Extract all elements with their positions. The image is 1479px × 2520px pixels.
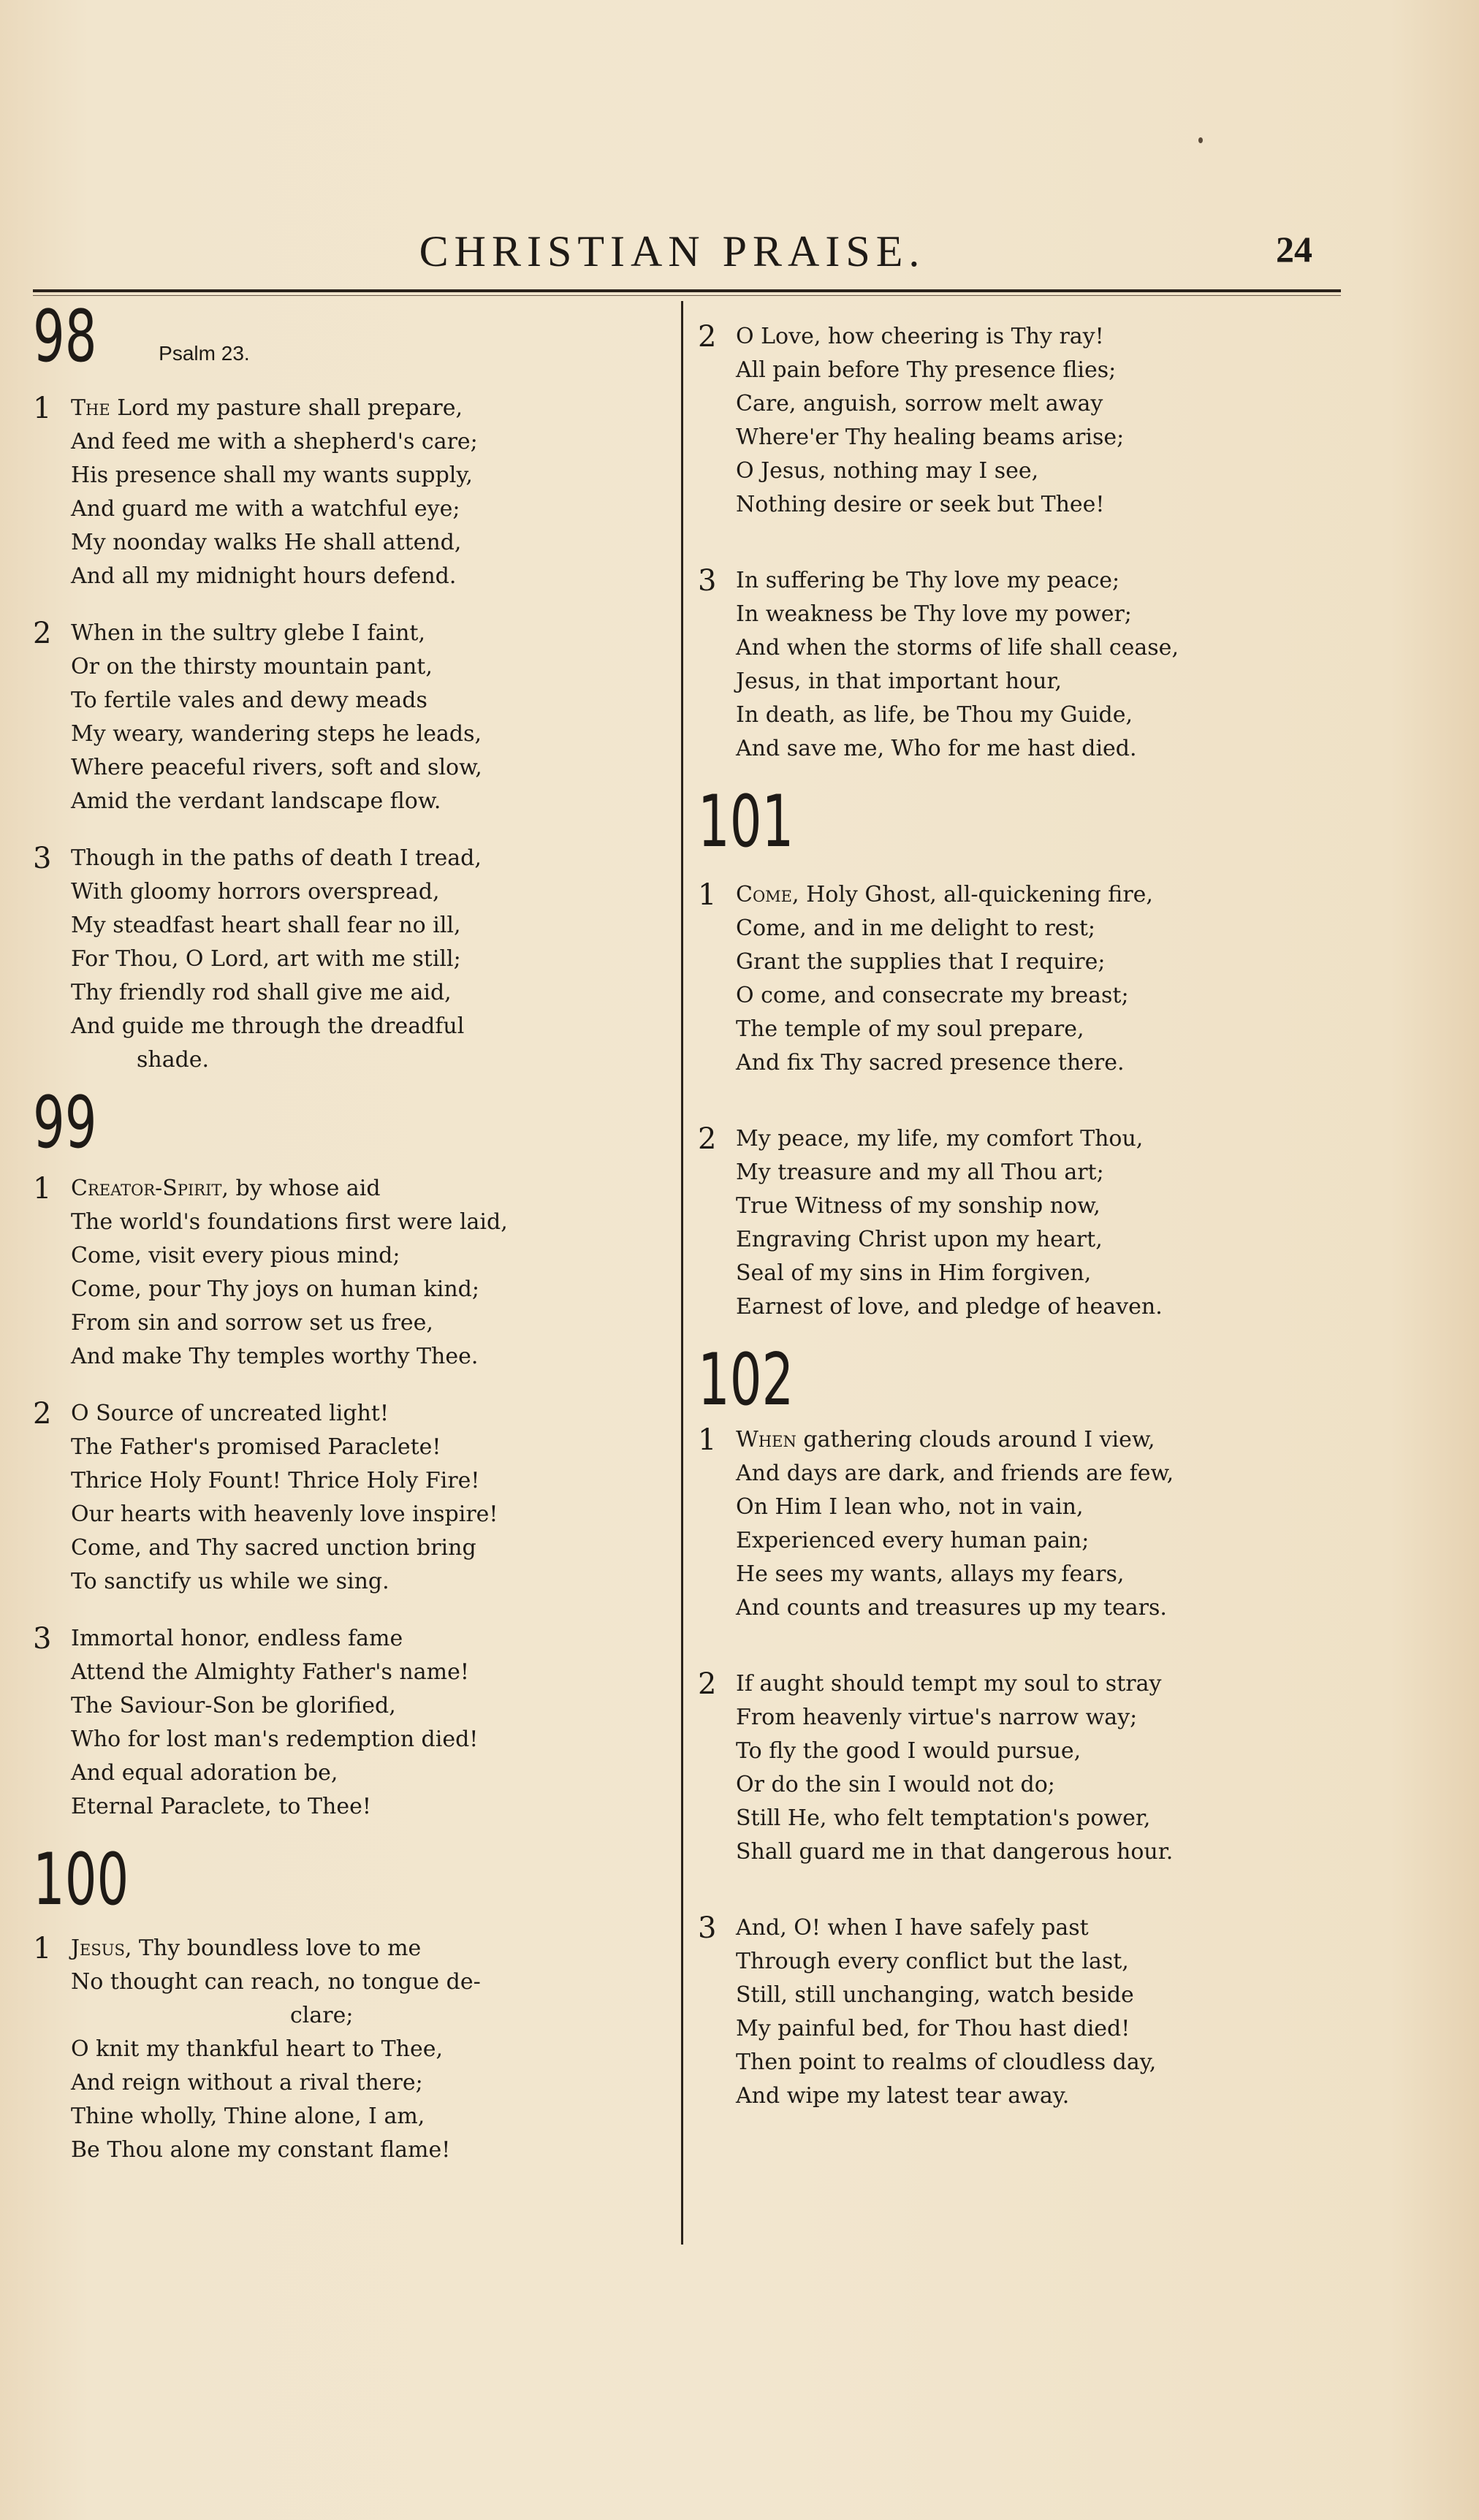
hymn-header <box>33 1081 676 1165</box>
stanza-line: And make Thy temples worthy Thee. <box>71 1344 479 1369</box>
stanza-line: Come, and Thy sacred unction bring <box>71 1535 476 1561</box>
stanza-number: 1 <box>33 1932 52 1965</box>
column-divider <box>681 301 683 2245</box>
stanza <box>698 1911 1341 2113</box>
hymn-header <box>698 780 1341 864</box>
stanza-line: Attend the Almighty Father's name! <box>71 1659 469 1685</box>
stanza <box>698 1423 1341 1625</box>
hymn-number: 101 <box>698 780 794 864</box>
stanza-line: From sin and sorrow set us free, <box>71 1310 433 1336</box>
stanza-line: Come, pour Thy joys on human kind; <box>71 1276 479 1302</box>
stanza-number: 3 <box>698 1911 717 1945</box>
stanza-line: Come, and in me delight to rest; <box>736 916 1095 941</box>
stanza-line: And equal adoration be, <box>71 1760 338 1786</box>
stanza-line: Shall guard me in that dangerous hour. <box>736 1839 1174 1865</box>
stanza-line: The temple of my soul prepare, <box>736 1016 1084 1042</box>
stanza <box>33 392 676 593</box>
stanza-line: My painful bed, for Thou hast died! <box>736 2016 1130 2041</box>
stanza-line: No thought can reach, no tongue de- <box>71 1969 481 1995</box>
hymn-100-continued <box>698 320 1341 766</box>
stanza-number: 2 <box>698 1667 717 1701</box>
stanza-line: And counts and treasures up my tears. <box>736 1595 1167 1621</box>
stanza-line: And when the storms of life shall cease, <box>736 635 1179 661</box>
stanza-line: Through every conflict but the last, <box>736 1949 1129 1974</box>
stanza-line: Our hearts with heavenly love inspire! <box>71 1501 498 1527</box>
hymn-number: 100 <box>33 1838 129 1922</box>
stanza-line: O come, and consecrate my breast; <box>736 983 1129 1008</box>
stanza-number: 3 <box>33 1622 52 1656</box>
stanza-line: Still He, who felt temptation's power, <box>736 1805 1151 1831</box>
stanza-number: 1 <box>33 1172 52 1206</box>
hymn-101 <box>698 780 1341 1324</box>
stanza <box>33 1932 676 2167</box>
hymn-header <box>33 295 676 378</box>
stanza-line: Earnest of love, and pledge of heaven. <box>736 1294 1163 1320</box>
stanza-line: Thy friendly rod shall give me aid, <box>71 980 452 1005</box>
right-column <box>698 296 1341 2113</box>
stanza-line: And guide me through the dreadful <box>71 1013 465 1039</box>
stanza-number: 3 <box>698 564 717 598</box>
running-head-title: CHRISTIAN PRAISE. <box>419 227 926 275</box>
header-rule <box>33 289 1341 292</box>
stanza-line: In weakness be Thy love my power; <box>736 601 1132 627</box>
stanza-line: For Thou, O Lord, art with me still; <box>71 946 461 972</box>
stanza <box>698 1667 1341 1869</box>
stanza-line: And guard me with a watchful eye; <box>71 496 460 522</box>
stanza-line: My treasure and my all Thou art; <box>736 1160 1104 1185</box>
stanza-line: The Father's promised Paraclete! <box>71 1434 441 1460</box>
stanza <box>33 1172 676 1374</box>
stanza-line: If aught should tempt my soul to stray <box>736 1671 1162 1697</box>
stanza <box>33 1622 676 1824</box>
stanza-line: Then point to realms of cloudless day, <box>736 2049 1157 2075</box>
stanza-first-word: The <box>71 395 110 421</box>
stanza <box>698 1122 1341 1324</box>
stanza-line: And days are dark, and friends are few, <box>736 1461 1174 1486</box>
stanza-first-word: Come, <box>736 882 799 907</box>
stanza-line: And, O! when I have safely past <box>736 1915 1089 1941</box>
stanza <box>33 1397 676 1599</box>
stanza-first-word: Creator-Spirit, <box>71 1176 229 1201</box>
stanza-line: Immortal honor, endless fame <box>71 1626 403 1651</box>
stanza-number: 1 <box>33 392 52 425</box>
stanza-line: My steadfast heart shall fear no ill, <box>71 913 461 938</box>
left-column <box>33 296 676 2167</box>
stanza-line: Jesus, Thy boundless love to me <box>71 1935 422 1961</box>
stanza-line: Seal of my sins in Him forgiven, <box>736 1260 1092 1286</box>
stanza-number: 2 <box>33 1397 52 1431</box>
hymn-header <box>33 1838 676 1922</box>
stanza-line: Jesus, in that important hour, <box>736 669 1062 694</box>
stanza <box>698 878 1341 1080</box>
stanza-line: Still, still unchanging, watch beside <box>736 1982 1134 2008</box>
stanza-number: 1 <box>698 1423 717 1457</box>
hymn-102 <box>698 1339 1341 2113</box>
stanza-number: 2 <box>698 320 717 354</box>
stanza-line: And save me, Who for me hast died. <box>736 736 1137 761</box>
stanza-first-word: Jesus, <box>71 1935 132 1961</box>
stanza-line: His presence shall my wants supply, <box>71 462 473 488</box>
stanza <box>698 320 1341 522</box>
hymn-98 <box>33 295 676 1077</box>
stanza-line: And all my midnight hours defend. <box>71 563 457 589</box>
hymn-100 <box>33 1838 676 2167</box>
stanza-line: Thrice Holy Fount! Thrice Holy Fire! <box>71 1468 480 1493</box>
stanza-line: Or do the sin I would not do; <box>736 1772 1055 1797</box>
hymn-number: 102 <box>698 1339 794 1422</box>
stanza-line: And fix Thy sacred presence there. <box>736 1050 1125 1076</box>
stanza-line: To sanctify us while we sing. <box>71 1569 389 1594</box>
stanza-line: Care, anguish, sorrow melt away <box>736 391 1103 416</box>
hymn-99 <box>33 1081 676 1824</box>
stanza-line: Eternal Paraclete, to Thee! <box>71 1794 371 1819</box>
stanza-line: On Him I lean who, not in vain, <box>736 1494 1084 1520</box>
stanza-line: In suffering be Thy love my peace; <box>736 568 1120 593</box>
stanza-line: Thine wholly, Thine alone, I am, <box>71 2104 425 2129</box>
stanza-line: To fly the good I would pursue, <box>736 1738 1081 1764</box>
stanza-line: O Source of uncreated light! <box>71 1401 389 1426</box>
stanza-line: In death, as life, be Thou my Guide, <box>736 702 1133 728</box>
stanza <box>33 842 676 1077</box>
stanza-line: shade. <box>137 1047 210 1073</box>
stanza-line: The Saviour-Son be glorified, <box>71 1693 396 1718</box>
stanza-number: 2 <box>698 1122 717 1156</box>
stanza-number: 3 <box>33 842 52 875</box>
stanza-line: Grant the supplies that I require; <box>736 949 1106 975</box>
stanza-line: True Witness of my sonship now, <box>736 1193 1100 1219</box>
hymn-reference: Psalm 23. <box>159 342 250 365</box>
stanza-line: My noonday walks He shall attend, <box>71 530 462 555</box>
stanza-line: All pain before Thy presence flies; <box>736 357 1117 383</box>
stanza-line: From heavenly virtue's narrow way; <box>736 1705 1138 1730</box>
stanza-line: Or on the thirsty mountain pant, <box>71 654 433 680</box>
stanza-line: And feed me with a shepherd's care; <box>71 429 478 454</box>
stanza-number: 2 <box>33 617 52 650</box>
stanza-line: Who for lost man's redemption died! <box>71 1727 479 1752</box>
stanza-line: O Jesus, nothing may I see, <box>736 458 1039 484</box>
stanza-line: clare; <box>290 2003 354 2028</box>
stanza-line: The world's foundations first were laid, <box>71 1209 508 1235</box>
stanza-first-word: When <box>736 1427 796 1453</box>
stanza-line: When in the sultry glebe I faint, <box>71 620 426 646</box>
stanza-line: Engraving Christ upon my heart, <box>736 1227 1103 1252</box>
stanza-line: Creator-Spirit, by whose aid <box>71 1176 381 1201</box>
stanza-line: Where'er Thy healing beams arise; <box>736 425 1125 450</box>
stanza-line: Come, Holy Ghost, all-quickening fire, <box>736 882 1153 907</box>
stanza-line: Though in the paths of death I tread, <box>71 845 482 871</box>
hymn-header <box>698 1339 1341 1422</box>
stanza-line: Come, visit every pious mind; <box>71 1243 400 1268</box>
stanza <box>33 617 676 818</box>
stanza-line: And reign without a rival there; <box>71 2070 423 2095</box>
stanza-line: To fertile vales and dewy meads <box>71 688 427 713</box>
print-speck <box>1198 137 1203 143</box>
stanza-line: Where peaceful rivers, soft and slow, <box>71 755 482 780</box>
hymn-number: 99 <box>33 1081 97 1165</box>
stanza-line: And wipe my latest tear away. <box>736 2083 1070 2109</box>
stanza-line: O Love, how cheering is Thy ray! <box>736 324 1104 349</box>
stanza-line: My weary, wandering steps he leads, <box>71 721 482 747</box>
stanza-line: O knit my thankful heart to Thee, <box>71 2036 443 2062</box>
stanza-line: The Lord my pasture shall prepare, <box>71 395 463 421</box>
stanza-line: He sees my wants, allays my fears, <box>736 1561 1125 1587</box>
stanza-line: Nothing desire or seek but Thee! <box>736 492 1105 517</box>
stanza-line: My peace, my life, my comfort Thou, <box>736 1126 1144 1151</box>
stanza-line: Be Thou alone my constant flame! <box>71 2137 451 2163</box>
stanza-line: With gloomy horrors overspread, <box>71 879 440 905</box>
stanza <box>698 564 1341 766</box>
stanza-number: 1 <box>698 878 717 912</box>
stanza-line: When gathering clouds around I view, <box>736 1427 1155 1453</box>
stanza-line: Experienced every human pain; <box>736 1528 1090 1553</box>
stanza-line: Amid the verdant landscape flow. <box>71 788 441 814</box>
hymn-number: 98 <box>33 295 97 378</box>
page-number: 24 <box>1276 229 1312 270</box>
